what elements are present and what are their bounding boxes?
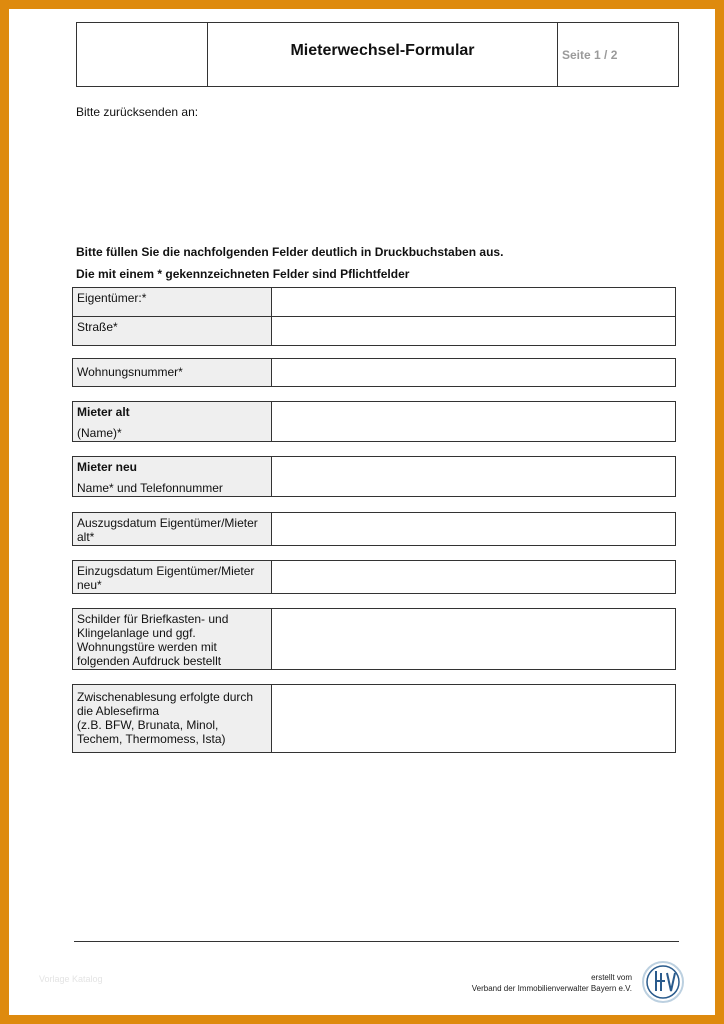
- instruction-print: Bitte füllen Sie die nachfolgenden Felder deutlich in Druckbuchstaben aus.: [76, 245, 504, 259]
- old-tenant-table: [72, 401, 676, 442]
- signs-label-line1: Schilder für Briefkasten- und: [77, 612, 229, 626]
- moveout-label: [73, 513, 272, 545]
- credit-line1: erstellt vom: [591, 973, 632, 982]
- movein-row: [73, 561, 675, 593]
- moveout-label-line1: Auszugsdatum Eigentümer/Mieter: [77, 516, 258, 530]
- credit-line2: Verband der Immobilienverwalter Bayern e.V.: [471, 984, 632, 993]
- moveout-label-line2: alt*: [77, 530, 95, 544]
- signs-field[interactable]: [272, 609, 675, 669]
- old-tenant-field[interactable]: [272, 402, 675, 441]
- moveout-row: [73, 513, 675, 545]
- owner-table: [72, 287, 676, 346]
- document-page: [9, 9, 715, 1015]
- movein-label: [73, 561, 272, 593]
- signs-label-line3: Wohnungstüre werden mit: [77, 640, 217, 654]
- new-tenant-sub: Name* und Telefonnummer: [77, 481, 223, 495]
- street-field[interactable]: [272, 317, 675, 345]
- meter-row: [73, 685, 675, 752]
- new-tenant-table: [72, 456, 676, 497]
- meter-label-line1: Zwischenablesung erfolgte durch: [77, 690, 254, 704]
- page-number: Seite 1 / 2: [562, 47, 618, 62]
- meter-label-line4: Techem, Thermomess, Ista): [77, 732, 226, 746]
- moveout-table: [72, 512, 676, 546]
- apartment-table: [72, 358, 676, 387]
- signs-row: [73, 609, 675, 669]
- signs-table: [72, 608, 676, 670]
- movein-label-line1: Einzugsdatum Eigentümer/Mieter: [77, 564, 255, 578]
- meter-table: [72, 684, 676, 753]
- footer-divider: [74, 941, 679, 942]
- watermark: Vorlage Katalog: [39, 974, 103, 984]
- association-logo-icon: [641, 960, 685, 1004]
- movein-field[interactable]: [272, 561, 675, 593]
- instruction-required: Die mit einem * gekennzeichneten Felder sind Pflichtfelder: [76, 267, 410, 281]
- moveout-field[interactable]: [272, 513, 675, 545]
- old-tenant-title: Mieter alt: [77, 405, 130, 419]
- meter-label-line2: die Ablesefirma: [77, 704, 160, 718]
- new-tenant-row: [73, 457, 675, 496]
- header-box: [76, 22, 679, 87]
- old-tenant-label: [73, 402, 272, 441]
- owner-label: Eigentümer:*: [73, 288, 272, 316]
- signs-label-line4: folgenden Aufdruck bestellt: [77, 654, 222, 668]
- movein-label-line2: neu*: [77, 578, 102, 592]
- return-address-label: Bitte zurücksenden an:: [76, 105, 199, 119]
- owner-field[interactable]: [272, 288, 675, 316]
- header-empty-cell: [77, 23, 208, 86]
- meter-label: [73, 685, 272, 752]
- old-tenant-sub: (Name)*: [77, 426, 122, 440]
- street-label: Straße*: [73, 317, 272, 345]
- new-tenant-label: [73, 457, 272, 496]
- old-tenant-row: [73, 402, 675, 441]
- movein-table: [72, 560, 676, 594]
- form-title: Mieterwechsel-Formular: [208, 23, 558, 86]
- new-tenant-title: Mieter neu: [77, 460, 138, 474]
- signs-label: [73, 609, 272, 669]
- meter-field[interactable]: [272, 685, 675, 752]
- owner-row: [73, 288, 675, 316]
- new-tenant-field[interactable]: [272, 457, 675, 496]
- apartment-label: Wohnungsnummer*: [73, 359, 272, 386]
- signs-label-line2: Klingelanlage und ggf.: [77, 626, 196, 640]
- apartment-field[interactable]: [272, 359, 675, 386]
- footer-credit: [472, 972, 632, 994]
- street-row: [73, 316, 675, 345]
- apartment-row: [73, 359, 675, 386]
- meter-label-line3: (z.B. BFW, Brunata, Minol,: [77, 718, 219, 732]
